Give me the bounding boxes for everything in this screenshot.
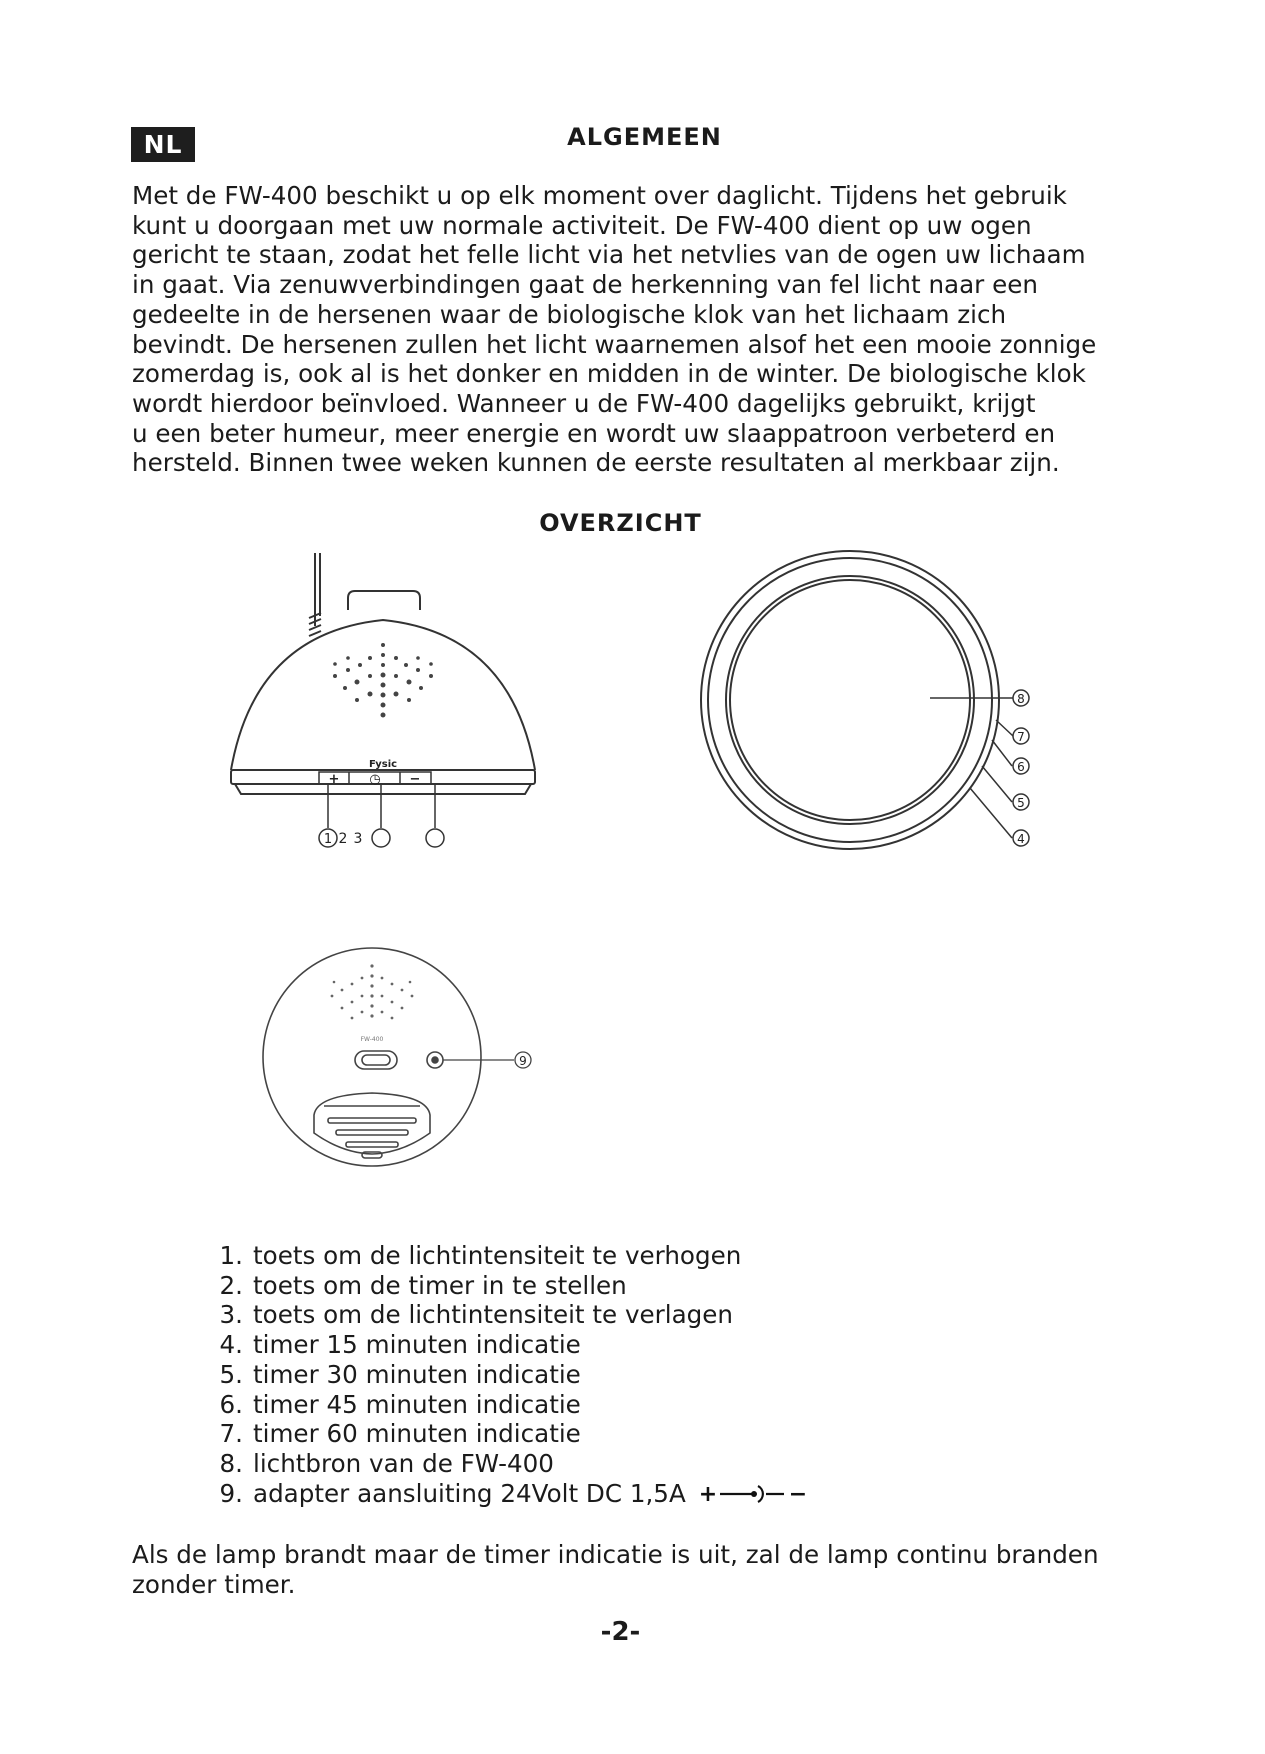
list-item-text: timer 60 minuten indicatie [253,1419,581,1449]
intro-line: gedeelte in de hersenen waar de biologische klok van het lichaam zich [132,299,1007,329]
polarity-plus: + [698,1481,717,1507]
language-badge: NL [131,127,195,162]
callout-6: 6 [1017,760,1025,774]
list-item [196,1330,808,1360]
callout-9: 9 [519,1054,527,1068]
list-item-number: 7. [219,1419,243,1449]
list-item-text: toets om de lichtintensiteit te verlagen [253,1300,734,1330]
list-item [196,1449,808,1479]
timer-button-icon: ◷ [369,772,381,787]
front-view-diagram [225,548,565,858]
list-item [196,1479,808,1509]
list-item-number: 1. [219,1241,243,1270]
list-item [196,1271,808,1301]
callout-5: 5 [1017,796,1025,810]
intro-line: gericht te staan, zodat het felle licht via het netvlies van de ogen uw lichaam [132,240,1086,270]
intro-line: Met de FW-400 beschikt u op elk moment over daglicht. Tijdens het gebruik [132,181,1067,210]
callout-3: 3 [353,831,363,847]
parts-list [196,1241,808,1508]
list-item-text: adapter aansluiting 24Volt DC 1,5A [253,1478,686,1508]
intro-line: kunt u doorgaan met uw normale activiteit. De FW-400 dient op uw ogen [132,210,1032,240]
intro-line: bevindt. De hersenen zullen het licht waarnemen alsof het een mooie zonnige [132,329,1097,359]
callout-7: 7 [1017,730,1025,744]
list-item-number: 3. [219,1300,243,1330]
note-line: zonder timer. [132,1569,296,1599]
callout-8: 8 [1017,692,1025,706]
dc-polarity-icon [698,1481,808,1507]
list-item-text: timer 45 minuten indicatie [253,1389,581,1419]
list-item-number: 8. [219,1448,243,1478]
intro-line: hersteld. Binnen twee weken kunnen de eerste resultaten al merkbaar zijn. [132,448,1060,478]
plus-button-icon: + [328,772,340,787]
callout-2: 2 [338,831,348,847]
list-item-text: toets om de timer in te stellen [253,1270,627,1300]
list-item-number: 4. [219,1330,243,1360]
brand-label: Fysic [368,759,398,770]
section-title-algemeen: ALGEMEEN [567,123,722,151]
list-item-number: 9. [219,1478,243,1508]
list-item-number: 5. [219,1359,243,1389]
list-item-text: timer 30 minuten indicatie [253,1359,581,1389]
intro-line: u een beter humeur, meer energie en wordt uw slaappatroon verbeterd en [132,418,1056,448]
list-item-number: 2. [219,1270,243,1300]
page-number: -2- [600,1617,641,1647]
intro-line: in gaat. Via zenuwverbindingen gaat de herkenning van fel licht naar een [132,270,1038,300]
list-item [196,1241,808,1271]
list-item-number: 6. [219,1389,243,1419]
intro-line: wordt hierdoor beïnvloed. Wanneer u de FW-400 dagelijks gebruikt, krijgt [132,388,1036,418]
list-item [196,1419,808,1449]
back-model-label: FW-400 [360,1036,384,1043]
list-item-text: timer 15 minuten indicatie [253,1330,581,1360]
note-line: Als de lamp brandt maar de timer indicatie is uit, zal de lamp continu branden [132,1540,1099,1569]
list-item [196,1390,808,1420]
section-title-overzicht: OVERZICHT [539,509,702,537]
polarity-minus: − [788,1481,807,1507]
intro-line: zomerdag is, ook al is het donker en midden in de winter. De biologische klok [132,359,1086,389]
side-view-diagram [700,548,1040,868]
intro-paragraph [132,181,1122,478]
back-view-diagram [262,938,552,1188]
list-item [196,1360,808,1390]
speaker-grille [333,643,433,718]
list-item-text: toets om de lichtintensiteit te verhogen [253,1241,742,1270]
callout-4: 4 [1017,832,1025,846]
back-speaker-grille [331,964,414,1019]
minus-button-icon: − [409,772,421,787]
list-item-text: lichtbron van de FW-400 [253,1448,554,1478]
callout-1: 1 [323,832,333,847]
note-paragraph [132,1540,1122,1599]
list-item [196,1300,808,1330]
